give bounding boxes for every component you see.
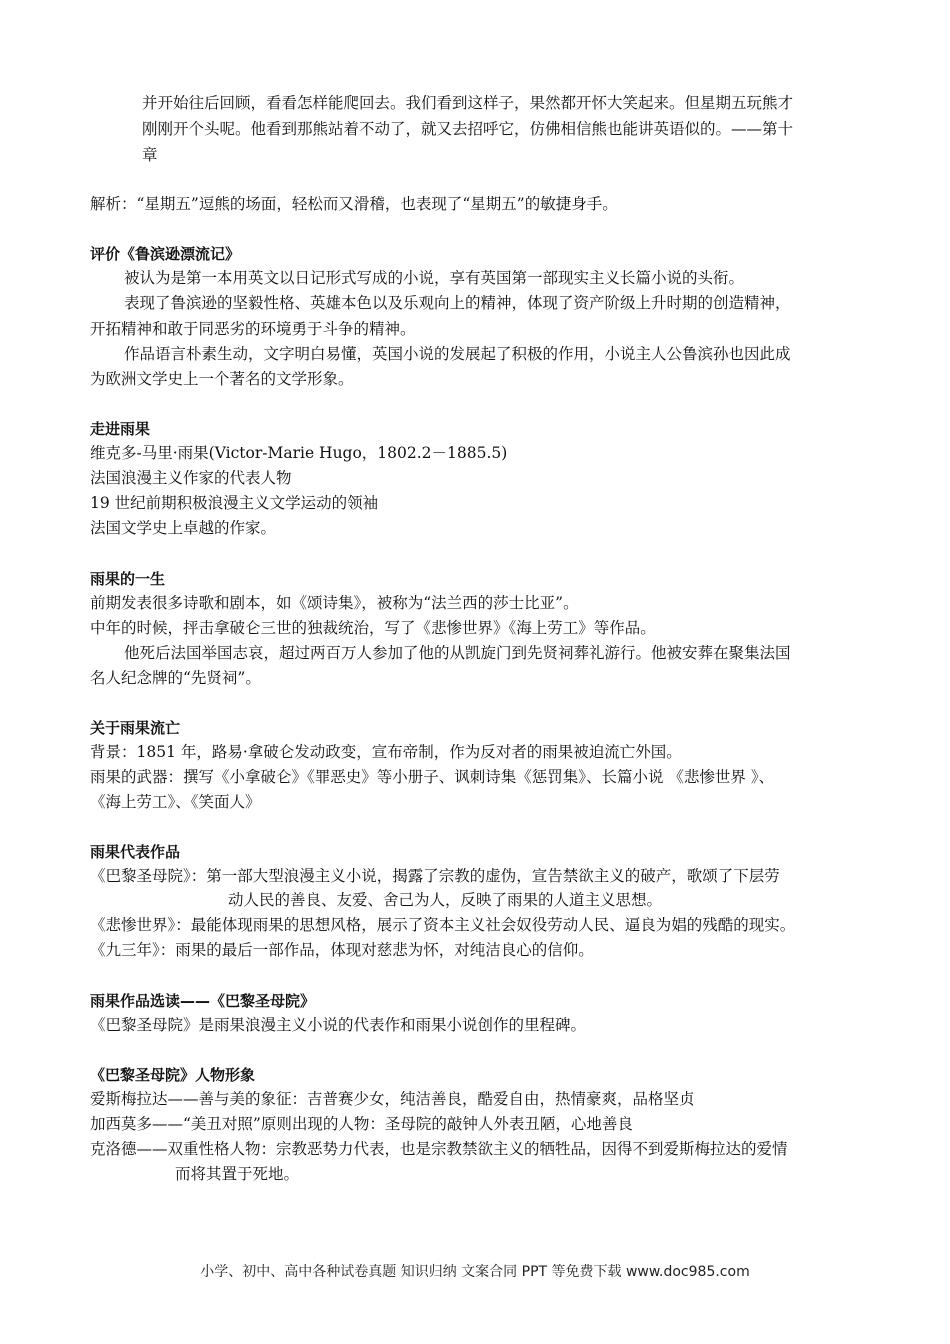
life-line: 他死后法国举国志哀，超过两百万人参加了他的从凯旋门到先贤祠葬礼游行。他被安葬在聚集法国 bbox=[124, 644, 791, 662]
characters-heading: 《巴黎圣母院》人物形象 bbox=[90, 1066, 256, 1084]
evaluation-line: 开拓精神和敢于同恶劣的环境勇于斗争的精神。 bbox=[90, 320, 416, 338]
intro-line: 法国文学史上卓越的作家。 bbox=[90, 519, 277, 537]
exile-line: 背景：1851 年，路易·拿破仑发动政变，宣布帝制，作为反对者的雨果被迫流亡外国。 bbox=[90, 743, 682, 761]
intro-line: 19 世纪前期积极浪漫主义文学运动的领袖 bbox=[90, 494, 379, 512]
quote-line: 并开始往后回顾，看看怎样能爬回去。我们看到这样子，果然都开怀大笑起来。但星期五玩熊才 bbox=[142, 94, 794, 112]
works-line: 《九三年》：雨果的最后一部作品，体现对慈悲为怀，对纯洁良心的信仰。 bbox=[90, 941, 594, 959]
evaluation-line: 被认为是第一本用英文以日记形式写成的小说，享有英国第一部现实主义长篇小说的头衔。 bbox=[124, 269, 745, 287]
character-line: 而将其置于死地。 bbox=[175, 1165, 300, 1183]
life-line: 中年的时候，抨击拿破仑三世的独裁统治，写了《悲惨世界》《海上劳工》等作品。 bbox=[90, 619, 656, 637]
footer-text: 小学、初中、高中各种试卷真题 知识归纳 文案合同 PPT 等免费下载 www.doc985.com bbox=[200, 1264, 750, 1280]
exile-line: 雨果的武器：撰写《小拿破仑》《罪恶史》等小册子、讽刺诗集《惩罚集》、长篇小说 《悲惨世界 》、 bbox=[90, 768, 775, 786]
character-line: 克洛德——双重性格人物：宗教恶势力代表，也是宗教禁欲主义的牺牲品，因得不到爱斯梅拉达的爱情 bbox=[90, 1140, 788, 1158]
works-line: 《悲惨世界》：最能体现雨果的思想风格，展示了资本主义社会奴役劳动人民、逼良为娼的残酷的现实。 bbox=[90, 916, 796, 934]
life-heading: 雨果的一生 bbox=[90, 570, 166, 588]
intro-line: 维克多-马里·雨果(Victor-Marie Hugo，1802.2－1885.5) bbox=[90, 444, 508, 462]
intro-line: 法国浪漫主义作家的代表人物 bbox=[90, 469, 292, 487]
works-line: 动人民的善良、友爱、舍己为人，反映了雨果的人道主义思想。 bbox=[228, 891, 663, 909]
character-line: 爱斯梅拉达——善与美的象征：吉普赛少女，纯洁善良，酷爱自由，热情豪爽，品格坚贞 bbox=[90, 1090, 695, 1108]
reading-heading: 雨果作品选读——《巴黎圣母院》 bbox=[90, 992, 316, 1010]
quote-line: 刚刚开个头呢。他看到那熊站着不动了，就又去招呼它，仿佛相信熊也能讲英语似的。——第十 bbox=[142, 120, 794, 138]
evaluation-line: 为欧洲文学史上一个著名的文学形象。 bbox=[90, 370, 354, 388]
evaluation-line: 作品语言朴素生动，文字明白易懂，英国小说的发展起了积极的作用，小说主人公鲁滨孙也因此成 bbox=[124, 345, 791, 363]
works-line: 《巴黎圣母院》：第一部大型浪漫主义小说，揭露了宗教的虚伪，宣告禁欲主义的破产，歌颂了下层劳 bbox=[90, 867, 780, 885]
analysis-text: 解析：“星期五”逗熊的场面，轻松而又滑稽，也表现了“星期五”的敏捷身手。 bbox=[90, 195, 618, 213]
character-line: 加西莫多——“美丑对照”原则出现的人物：圣母院的敲钟人外表丑陋，心地善良 bbox=[90, 1115, 633, 1133]
life-line: 前期发表很多诗歌和剧本，如《颂诗集》，被称为“法兰西的莎士比亚”。 bbox=[90, 594, 579, 612]
exile-line: 《海上劳工》、《笑面人》 bbox=[90, 793, 261, 811]
works-heading: 雨果代表作品 bbox=[90, 843, 181, 861]
evaluation-line: 表现了鲁滨逊的坚毅性格、英雄本色以及乐观向上的精神，体现了资产阶级上升时期的创造精神， bbox=[124, 294, 791, 312]
exile-heading: 关于雨果流亡 bbox=[90, 719, 181, 737]
quote-line: 章 bbox=[142, 146, 158, 164]
evaluation-heading: 评价《鲁滨逊漂流记》 bbox=[90, 245, 241, 263]
reading-line: 《巴黎圣母院》是雨果浪漫主义小说的代表作和雨果小说创作的里程碑。 bbox=[90, 1016, 587, 1034]
intro-heading: 走进雨果 bbox=[90, 420, 151, 438]
life-line: 名人纪念牌的“先贤祠”。 bbox=[90, 669, 261, 687]
